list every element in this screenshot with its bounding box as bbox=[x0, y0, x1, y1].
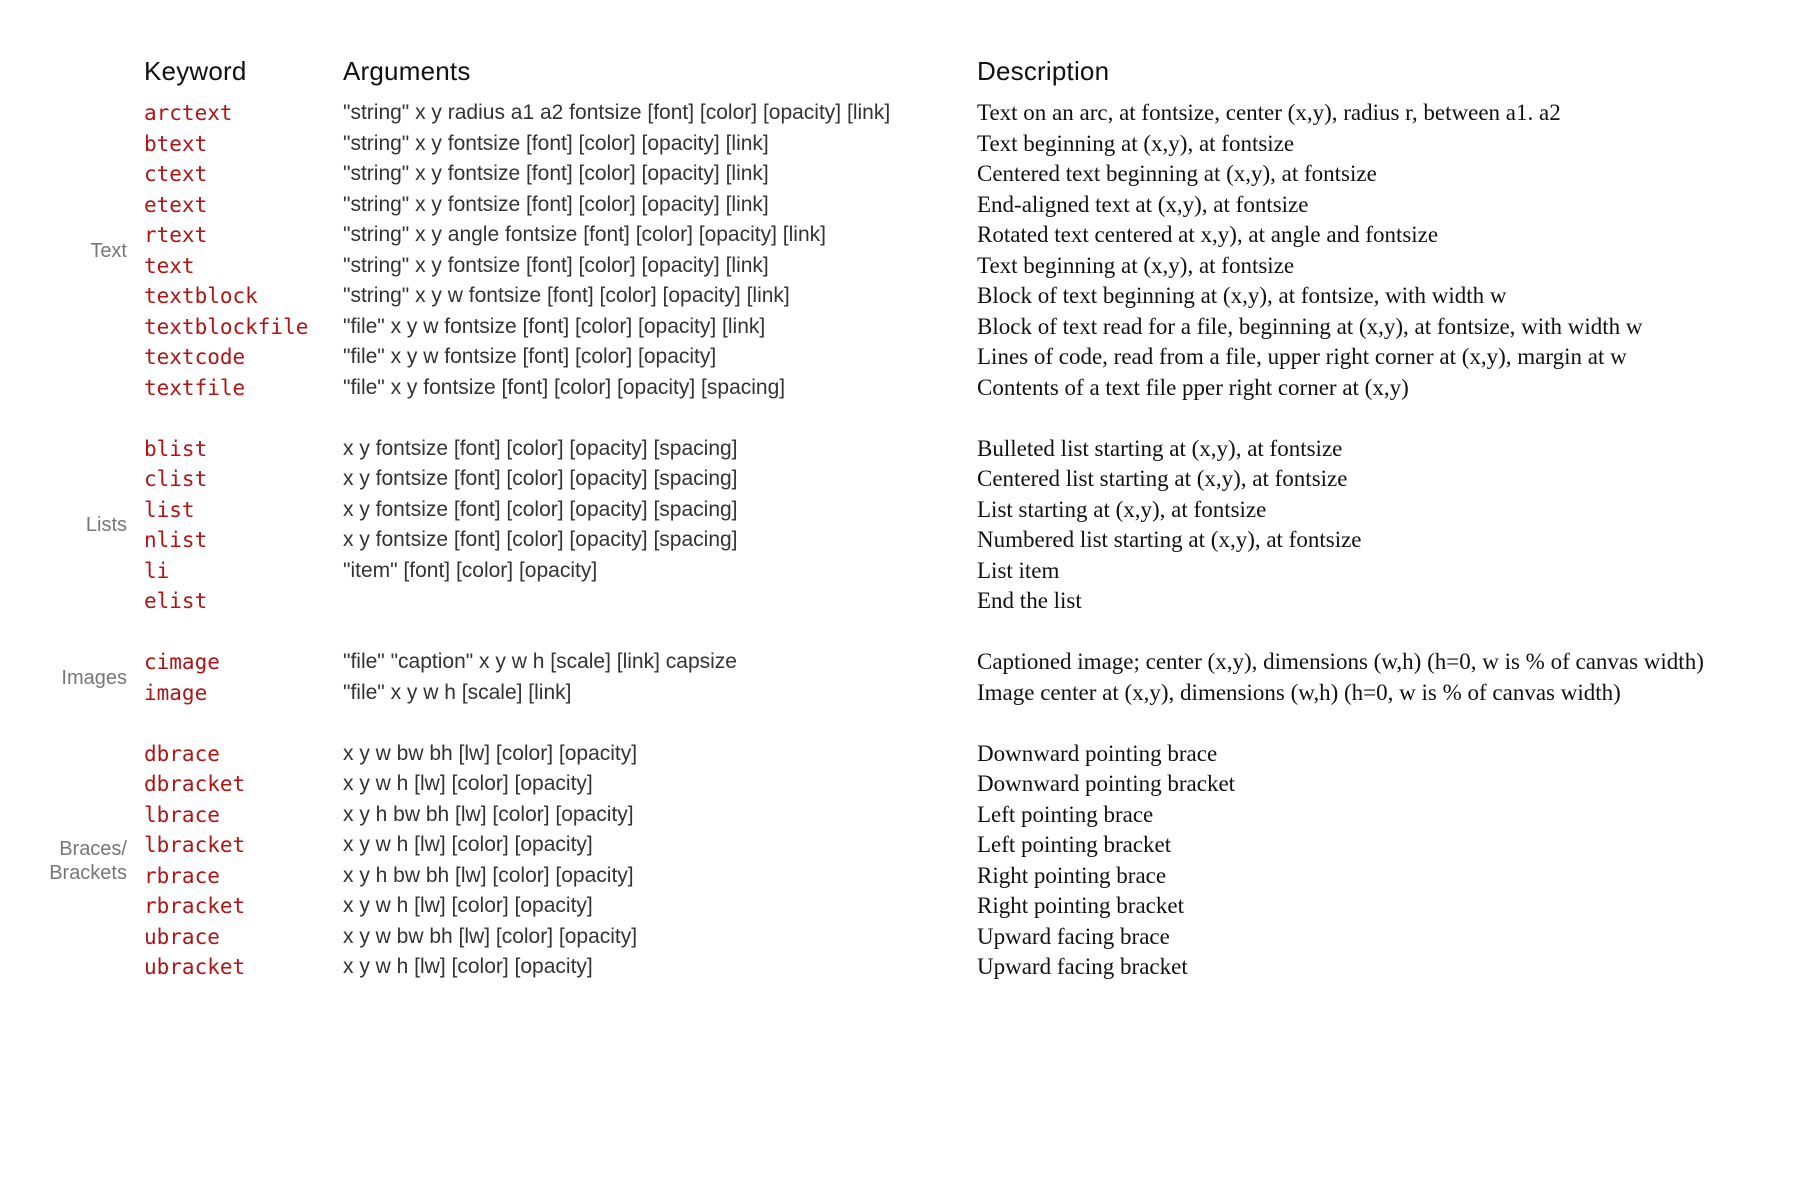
arguments-cell: "string" x y fontsize [font] [color] [opacity] [link] bbox=[343, 192, 769, 216]
keyword-cell: clist bbox=[144, 467, 208, 491]
section-label-line: Brackets bbox=[49, 861, 127, 884]
description-column-header: Description bbox=[977, 56, 1110, 86]
arguments-cell: "string" x y radius a1 a2 fontsize [font] [color] [opacity] [link] bbox=[343, 101, 891, 124]
keyword-cell: rtext bbox=[144, 223, 208, 247]
keyword-cell: dbrace bbox=[144, 741, 220, 766]
arguments-cell: "string" x y fontsize [font] [color] [opacity] [link] bbox=[343, 162, 769, 185]
keyword-cell: ubracket bbox=[144, 955, 246, 979]
keyword-cell: arctext bbox=[144, 101, 233, 125]
arguments-cell: x y w bw bh [lw] [color] [opacity] bbox=[343, 741, 638, 765]
section-label bbox=[61, 666, 127, 690]
keyword-cell: ctext bbox=[144, 162, 208, 186]
arguments-cell: "item" [font] [color] [opacity] bbox=[343, 558, 598, 582]
arguments-cell: x y fontsize [font] [color] [opacity] [spacing] bbox=[343, 436, 738, 460]
keyword-cell: cimage bbox=[144, 650, 220, 674]
description-cell: Contents of a text file pper right corner at (x,y) bbox=[977, 374, 1409, 400]
arguments-cell: x y fontsize [font] [color] [opacity] [spacing] bbox=[343, 467, 738, 490]
section-label-line: Text bbox=[90, 239, 127, 262]
description-cell: Block of text read for a file, beginning at (x,y), at fontsize, with width w bbox=[977, 313, 1643, 339]
arguments-cell: "string" x y fontsize [font] [color] [opacity] [link] bbox=[343, 253, 769, 277]
description-cell: Image center at (x,y), dimensions (w,h) (h=0, w is % of canvas width) bbox=[977, 679, 1621, 705]
section-label bbox=[49, 837, 127, 885]
keyword-cell: textblock bbox=[144, 284, 258, 308]
section-label bbox=[86, 513, 127, 537]
description-cell: Numbered list starting at (x,y), at fontsize bbox=[977, 527, 1362, 552]
arguments-cell: x y w h [lw] [color] [opacity] bbox=[343, 955, 593, 978]
description-cell: Lines of code, read from a file, upper right corner at (x,y), margin at w bbox=[977, 344, 1627, 369]
section-label-line: Braces/ bbox=[59, 837, 127, 860]
arguments-cell: x y w h [lw] [color] [opacity] bbox=[343, 894, 593, 917]
keyword-cell: nlist bbox=[144, 528, 208, 552]
description-cell: End the list bbox=[977, 588, 1082, 613]
arguments-cell: "string" x y angle fontsize [font] [color] [opacity] [link] bbox=[343, 223, 826, 246]
keyword-cell: rbrace bbox=[144, 863, 220, 888]
description-cell: Downward pointing bracket bbox=[977, 771, 1236, 796]
description-cell: List starting at (x,y), at fontsize bbox=[977, 496, 1267, 522]
description-cell: Upward facing bracket bbox=[977, 954, 1188, 979]
keyword-cell: etext bbox=[144, 192, 208, 217]
keyword-cell: elist bbox=[144, 589, 208, 613]
description-cell: Left pointing bracket bbox=[977, 832, 1172, 857]
description-cell: Left pointing brace bbox=[977, 801, 1154, 827]
description-cell: Captioned image; center (x,y), dimensions (w,h) (h=0, w is % of canvas width) bbox=[977, 649, 1704, 674]
arguments-cell: "string" x y w fontsize [font] [color] [opacity] [link] bbox=[343, 284, 790, 307]
keyword-cell: rbracket bbox=[144, 894, 246, 918]
arguments-column-header: Arguments bbox=[343, 56, 471, 86]
keyword-cell: text bbox=[144, 253, 195, 278]
keyword-cell: li bbox=[144, 558, 170, 583]
arguments-cell: x y w h [lw] [color] [opacity] bbox=[343, 772, 593, 795]
description-cell: Upward facing brace bbox=[977, 923, 1170, 949]
arguments-cell: x y h bw bh [lw] [color] [opacity] bbox=[343, 863, 634, 887]
keyword-cell: image bbox=[144, 680, 208, 705]
arguments-cell: x y h bw bh [lw] [color] [opacity] bbox=[343, 802, 634, 826]
keyword-column-header: Keyword bbox=[144, 56, 247, 86]
arguments-cell: "file" x y w fontsize [font] [color] [opacity] bbox=[343, 345, 717, 368]
description-cell: Rotated text centered at x,y), at angle and fontsize bbox=[977, 222, 1439, 247]
description-cell: Text beginning at (x,y), at fontsize bbox=[977, 130, 1295, 156]
description-cell: Right pointing bracket bbox=[977, 893, 1184, 918]
description-cell: Centered text beginning at (x,y), at fontsize bbox=[977, 161, 1377, 186]
section-label-line: Images bbox=[61, 666, 127, 689]
arguments-cell: x y fontsize [font] [color] [opacity] [spacing] bbox=[343, 528, 738, 551]
arguments-cell: "file" "caption" x y w h [scale] [link] capsize bbox=[343, 650, 737, 673]
keyword-cell: textfile bbox=[144, 375, 246, 400]
keyword-cell: lbracket bbox=[144, 833, 246, 857]
arguments-cell: "string" x y fontsize [font] [color] [opacity] [link] bbox=[343, 131, 769, 155]
description-cell: End-aligned text at (x,y), at fontsize bbox=[977, 191, 1309, 217]
description-cell: Right pointing brace bbox=[977, 862, 1167, 888]
arguments-cell: "file" x y w fontsize [font] [color] [opacity] [link] bbox=[343, 314, 766, 338]
arguments-cell: "file" x y w h [scale] [link] bbox=[343, 680, 572, 704]
keyword-cell: blist bbox=[144, 436, 208, 461]
keyword-cell: ubrace bbox=[144, 924, 220, 949]
description-cell: Bulleted list starting at (x,y), at fontsize bbox=[977, 435, 1343, 461]
arguments-cell: x y w h [lw] [color] [opacity] bbox=[343, 833, 593, 856]
description-cell: Centered list starting at (x,y), at fontsize bbox=[977, 466, 1348, 491]
description-cell: Text on an arc, at fontsize, center (x,y), radius r, between a1. a2 bbox=[977, 100, 1561, 125]
arguments-cell: x y fontsize [font] [color] [opacity] [spacing] bbox=[343, 497, 738, 521]
keyword-cell: list bbox=[144, 497, 195, 522]
section-label-line: Lists bbox=[85, 514, 127, 536]
keyword-cell: textcode bbox=[144, 345, 246, 369]
description-cell: Block of text beginning at (x,y), at fontsize, with width w bbox=[977, 283, 1507, 308]
arguments-cell: "file" x y fontsize [font] [color] [opacity] [spacing] bbox=[343, 375, 786, 399]
keyword-cell: textblockfile bbox=[144, 314, 309, 339]
keyword-cell: dbracket bbox=[144, 772, 246, 796]
arguments-cell: x y w bw bh [lw] [color] [opacity] bbox=[343, 924, 638, 948]
section-label bbox=[90, 239, 127, 263]
keyword-cell: btext bbox=[144, 131, 208, 156]
description-cell: Text beginning at (x,y), at fontsize bbox=[977, 252, 1295, 278]
keyword-cell: lbrace bbox=[144, 802, 220, 827]
description-cell: Downward pointing brace bbox=[977, 740, 1218, 766]
description-cell: List item bbox=[977, 557, 1060, 583]
